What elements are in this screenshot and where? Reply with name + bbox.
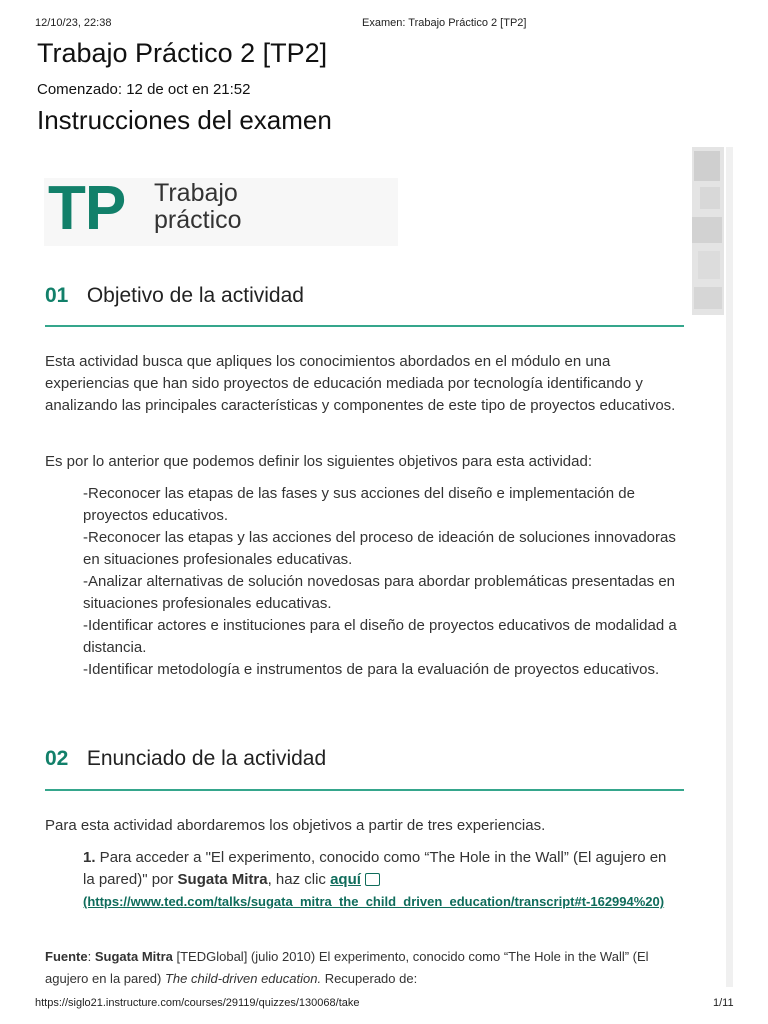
tp-banner-line2: práctico (154, 206, 242, 234)
objective-item: -Reconocer las etapas y las acciones del proceso de ideación de soluciones innovadoras en situaciones profesionales educativas. (83, 529, 676, 568)
decorative-image-strip (692, 147, 724, 315)
print-page-number: 1/11 (713, 997, 734, 1009)
item-author: Sugata Mitra (177, 871, 268, 888)
instructions-heading: Instrucciones del examen (37, 105, 332, 135)
source-work: The child-driven education. (164, 971, 322, 986)
print-datetime: 12/10/23, 22:38 (35, 17, 112, 29)
item-text: Para acceder a "El experimento, conocido como “The Hole in the Wall” (El agujero en la pared)" por (83, 849, 667, 888)
objective-item: -Identificar metodología e instrumentos de para la evaluación de proyectos educativos. (83, 661, 660, 678)
started-timestamp: Comenzado: 12 de oct en 21:52 (37, 81, 251, 98)
objective-item: -Reconocer las etapas de las fases y sus acciones del diseño e implementación de proyectos educativos. (83, 485, 635, 524)
source-sep: : (87, 949, 95, 964)
source-citation (45, 946, 685, 990)
section-heading-01 (45, 284, 304, 308)
section1-intro: Esta actividad busca que apliques los conocimientos abordados en el módulo en una experiencias que han sido proyectos de educación mediada por tecnología identificando y analizando las principales características y componentes de este tipo de proyectos educativos. (45, 353, 676, 414)
section1-lead: Es por lo anterior que podemos definir los siguientes objetivos para esta actividad: (45, 453, 592, 470)
section2-intro: Para esta actividad abordaremos los objetivos a partir de tres experiencias. (45, 817, 546, 834)
ted-url-link[interactable]: (https://www.ted.com/talks/sugata_mitra_the_child_driven_education/transcript#t-162994%20) (83, 894, 665, 909)
print-url: https://siglo21.instructure.com/courses/29119/quizzes/130068/take (35, 997, 360, 1009)
section-divider (45, 325, 684, 327)
section-number: 01 (45, 284, 69, 307)
source-org: TEDGlobal (180, 949, 244, 964)
objective-item: -Analizar alternativas de solución novedosas para abordar problemáticas presentadas en situaciones profesionales educativas. (83, 573, 676, 612)
section-title: Enunciado de la actividad (86, 747, 327, 770)
tp-banner-line1: Trabajo (154, 179, 238, 207)
tp-banner-image (44, 174, 398, 246)
item-text-2: , haz clic (267, 871, 331, 888)
tp-logo-text: TP (48, 174, 126, 243)
section-number: 02 (45, 747, 69, 770)
section-heading-02 (45, 747, 326, 771)
objectives-list (83, 483, 688, 681)
external-link-icon[interactable] (365, 873, 380, 886)
source-org-prefix: [ (172, 949, 181, 964)
source-label: Fuente (45, 949, 88, 964)
print-doc-title: Examen: Trabajo Práctico 2 [TP2] (362, 17, 527, 29)
source-text: ] (julio 2010) El experimento, conocido como “The Hole in the Wall” (El agujero en la pared) (45, 949, 649, 986)
objective-item: -Identificar actores e instituciones para el diseño de proyectos educativos de modalidad a distancia. (83, 617, 677, 656)
experience-item-1 (83, 847, 678, 913)
tp-banner-label (154, 180, 242, 234)
section-divider (45, 789, 684, 791)
source-tail: Recuperado de: (321, 971, 418, 986)
page-title: Trabajo Práctico 2 [TP2] (37, 38, 328, 68)
scrollbar[interactable] (726, 147, 733, 987)
source-author: Sugata Mitra (94, 949, 173, 964)
aqui-link[interactable]: aquí (330, 871, 361, 888)
item-number: 1. (83, 849, 96, 866)
section-title: Objetivo de la actividad (86, 284, 304, 307)
